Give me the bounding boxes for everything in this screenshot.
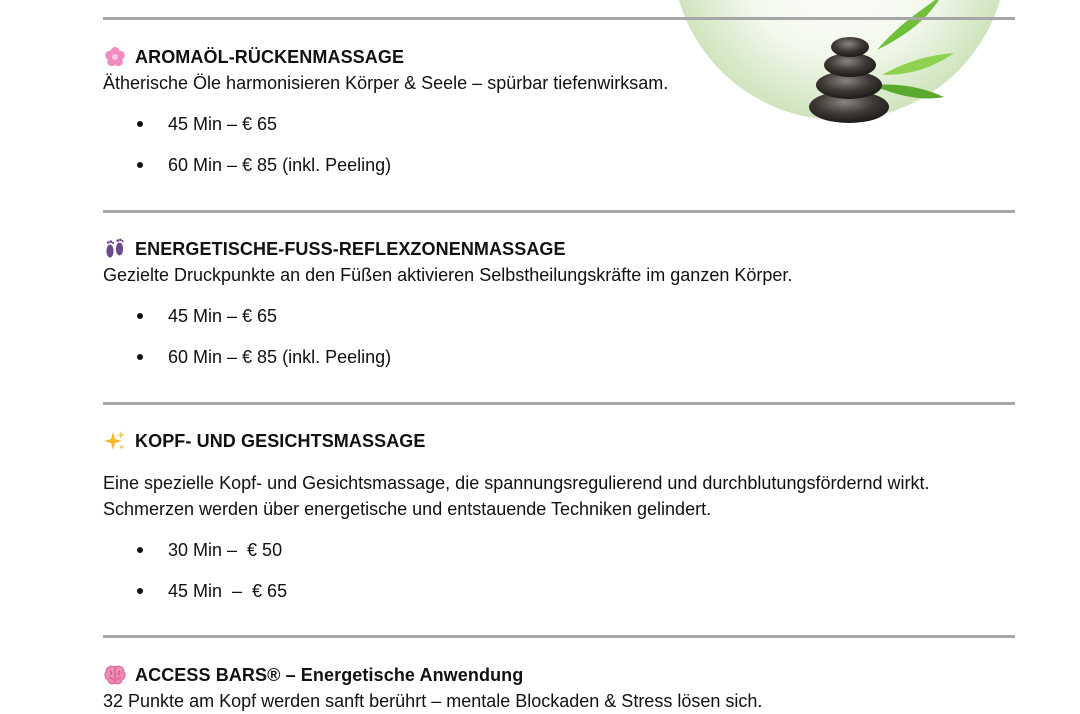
bullet xyxy=(137,588,143,594)
service-aromaoel xyxy=(103,45,1015,193)
service-title-row xyxy=(103,429,1015,453)
divider xyxy=(103,210,1015,213)
price-text: 45 Min – € 65 xyxy=(168,114,278,134)
price-item xyxy=(103,537,1015,578)
price-text: 45 Min – € 65 xyxy=(168,581,288,601)
price-item xyxy=(103,111,1015,152)
bullet xyxy=(137,354,143,360)
service-description: 32 Punkte am Kopf werden sanft berührt – mentale Blockaden & Stress lösen sich. xyxy=(103,691,763,711)
service-description: Gezielte Druckpunkte an den Füßen aktivieren Selbstheilungskräfte im ganzen Körper. xyxy=(103,265,793,285)
service-description-line: Eine spezielle Kopf- und Gesichtsmassage, die spannungsregulierend und durchblutungsfördernd wirkt. xyxy=(103,473,930,493)
price-item xyxy=(103,152,1015,193)
service-fussreflex xyxy=(103,237,1015,385)
bullet xyxy=(137,121,143,127)
brain-icon xyxy=(103,663,127,687)
bullet xyxy=(137,313,143,319)
price-text: 45 Min – € 65 xyxy=(168,306,278,326)
service-title-row xyxy=(103,663,1015,687)
service-title: ENERGETISCHE-FUSS-REFLEXZONENMASSAGE xyxy=(135,238,566,259)
divider xyxy=(103,17,1015,20)
service-description: Ätherische Öle harmonisieren Körper & Seele – spürbar tiefenwirksam. xyxy=(103,73,669,93)
price-list xyxy=(103,537,1015,619)
service-title: KOPF- UND GESICHTSMASSAGE xyxy=(135,430,426,451)
service-title: ACCESS BARS® – Energetische Anwendung xyxy=(135,664,524,685)
service-access-bars xyxy=(103,663,1015,714)
footprints-icon xyxy=(103,237,127,261)
service-title-row xyxy=(103,45,1015,69)
flower-icon xyxy=(103,45,127,69)
service-title: AROMAÖL-RÜCKENMASSAGE xyxy=(135,46,405,67)
price-list xyxy=(103,303,1015,385)
price-text: 60 Min – € 85 (inkl. Peeling) xyxy=(168,155,392,175)
sparkles-icon xyxy=(103,429,127,453)
divider xyxy=(103,402,1015,405)
divider xyxy=(103,635,1015,638)
service-description-line: Schmerzen werden über energetische und entstauende Techniken gelindert. xyxy=(103,499,712,519)
price-text: 60 Min – € 85 (inkl. Peeling) xyxy=(168,347,392,367)
price-item xyxy=(103,303,1015,344)
price-item xyxy=(103,578,1015,619)
service-title-row xyxy=(103,237,1015,261)
price-list xyxy=(103,111,1015,193)
bullet xyxy=(137,547,143,553)
price-text: 30 Min – € 50 xyxy=(168,540,283,560)
price-item xyxy=(103,344,1015,385)
service-kopf-gesicht xyxy=(103,429,1015,619)
bullet xyxy=(137,162,143,168)
